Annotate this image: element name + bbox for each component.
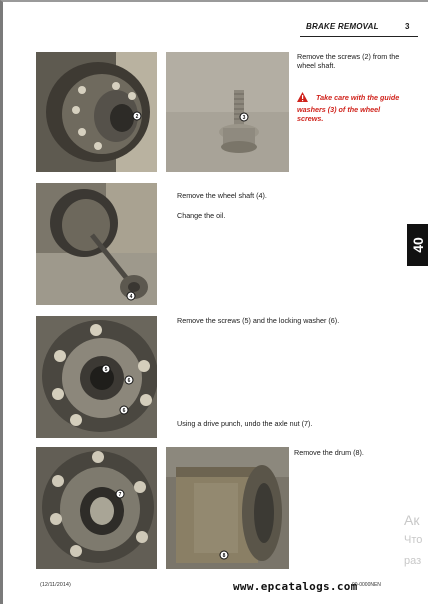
step-change-oil: Change the oil.: [177, 211, 226, 220]
callout-4: [127, 292, 135, 300]
callout-6a: [125, 376, 133, 384]
svg-text:8: 8: [222, 553, 226, 559]
overlay-text-1: Ак: [404, 512, 420, 528]
step-undo-axle-nut: Using a drive punch, undo the axle nut (7).: [177, 419, 313, 428]
step-remove-screws: Remove the screws (2) from the wheel shaft.: [297, 52, 400, 70]
svg-text:7: 7: [118, 492, 122, 498]
callout-5: [102, 365, 110, 373]
step-remove-screws-washer: Remove the screws (5) and the locking washer (6).: [177, 316, 340, 325]
svg-text:4: 4: [129, 294, 133, 300]
svg-text:5: 5: [104, 367, 108, 373]
page-number: 3: [405, 22, 410, 31]
warning-text: Take care with the guide washers (3) of the wheel screws.: [297, 93, 400, 123]
section-tab-number: 40: [409, 237, 426, 253]
callout-2: [133, 112, 141, 120]
overlay-text-2: Что: [404, 534, 423, 546]
svg-text:6: 6: [122, 408, 126, 414]
callout-3: [240, 113, 248, 121]
step-remove-drum: Remove the drum (8).: [294, 448, 364, 457]
overlay-text-3: раз: [404, 555, 422, 567]
watermark-link[interactable]: www.epcatalogs.com: [233, 580, 358, 593]
svg-text:2: 2: [135, 114, 139, 120]
callout-8: [220, 551, 228, 559]
section-title: BRAKE REMOVAL: [306, 22, 379, 31]
footer-code: 90-0000NEN: [352, 582, 381, 588]
footer-date: (12/11/2014): [40, 582, 71, 588]
step-remove-wheel-shaft: Remove the wheel shaft (4).: [177, 191, 267, 200]
svg-text:3: 3: [242, 115, 246, 121]
callout-7: [116, 490, 124, 498]
callout-6b: [120, 406, 128, 414]
svg-text:6: 6: [127, 378, 131, 384]
